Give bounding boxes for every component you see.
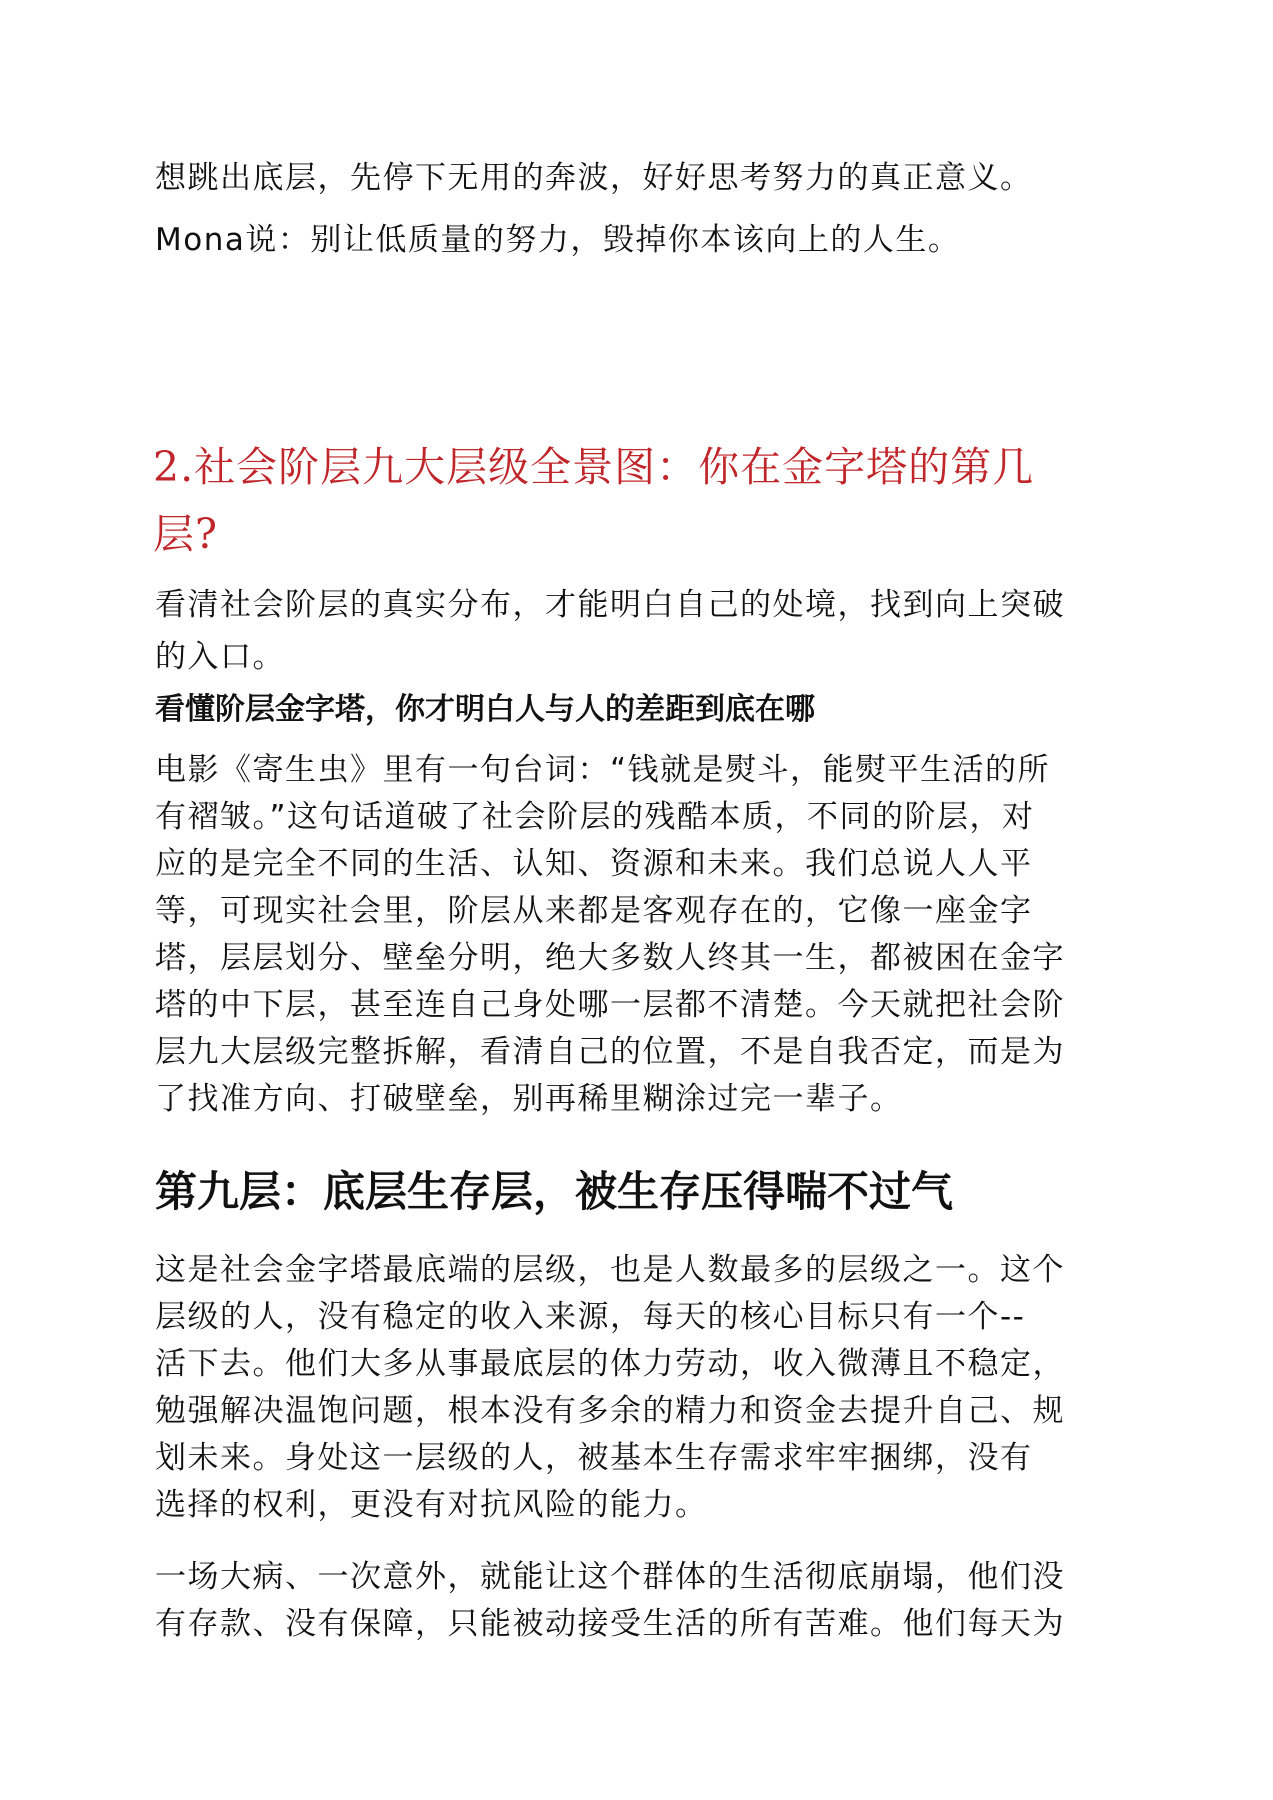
paragraph-line: 有存款、没有保障，只能被动接受生活的所有苦难。他们每天为 xyxy=(155,1606,1065,1642)
paragraph-line: 有褶皱。”这句话道破了社会阶层的残酷本质，不同的阶层，对 xyxy=(155,799,1035,835)
paragraph-line: 选择的权利，更没有对抗风险的能力。 xyxy=(155,1487,708,1523)
section-lead-line: 的入口。 xyxy=(155,639,285,675)
paragraph-line: 电影《寄生虫》里有一句台词：“钱就是熨斗，能熨平生活的所 xyxy=(155,752,1051,788)
paragraph-line: 活下去。他们大多从事最底层的体力劳动，收入微薄且不稳定， xyxy=(155,1346,1065,1382)
section-title-line: 层? xyxy=(153,510,218,558)
paragraph-line: 层九大层级完整拆解，看清自己的位置，不是自我否定，而是为 xyxy=(155,1034,1065,1070)
level9-heading: 第九层：底层生存层，被生存压得喘不过气 xyxy=(155,1167,954,1216)
intro-line: Mona说：别让低质量的努力，毁掉你本该向上的人生。 xyxy=(155,222,961,258)
paragraph-line: 塔，层层划分、壁垒分明，绝大多数人终其一生，都被困在金字 xyxy=(155,940,1065,976)
paragraph-line: 了找准方向、打破壁垒，别再稀里糊涂过完一辈子。 xyxy=(155,1081,903,1117)
paragraph-line: 一场大病、一次意外，就能让这个群体的生活彻底崩塌，他们没 xyxy=(155,1559,1065,1595)
paragraph-line: 等，可现实社会里，阶层从来都是客观存在的，它像一座金字 xyxy=(155,893,1033,929)
section-subtitle: 看懂阶层金字塔，你才明白人与人的差距到底在哪 xyxy=(155,692,815,727)
paragraph-line: 勉强解决温饱问题，根本没有多余的精力和资金去提升自己、规 xyxy=(155,1393,1065,1429)
paragraph-line: 应的是完全不同的生活、认知、资源和未来。我们总说人人平 xyxy=(155,846,1033,882)
section-lead-line: 看清社会阶层的真实分布，才能明白自己的处境，找到向上突破 xyxy=(155,587,1065,623)
section-title-line: 2.社会阶层九大层级全景图：你在金字塔的第几 xyxy=(153,443,1035,491)
paragraph-line: 塔的中下层，甚至连自己身处哪一层都不清楚。今天就把社会阶 xyxy=(155,987,1065,1023)
paragraph-line: 划未来。身处这一层级的人，被基本生存需求牢牢捆绑，没有 xyxy=(155,1440,1033,1476)
paragraph-line: 层级的人，没有稳定的收入来源，每天的核心目标只有一个-- xyxy=(155,1299,1026,1335)
intro-line: 想跳出底层，先停下无用的奔波，好好思考努力的真正意义。 xyxy=(155,160,1033,196)
paragraph-line: 这是社会金字塔最底端的层级，也是人数最多的层级之一。这个 xyxy=(155,1252,1065,1288)
